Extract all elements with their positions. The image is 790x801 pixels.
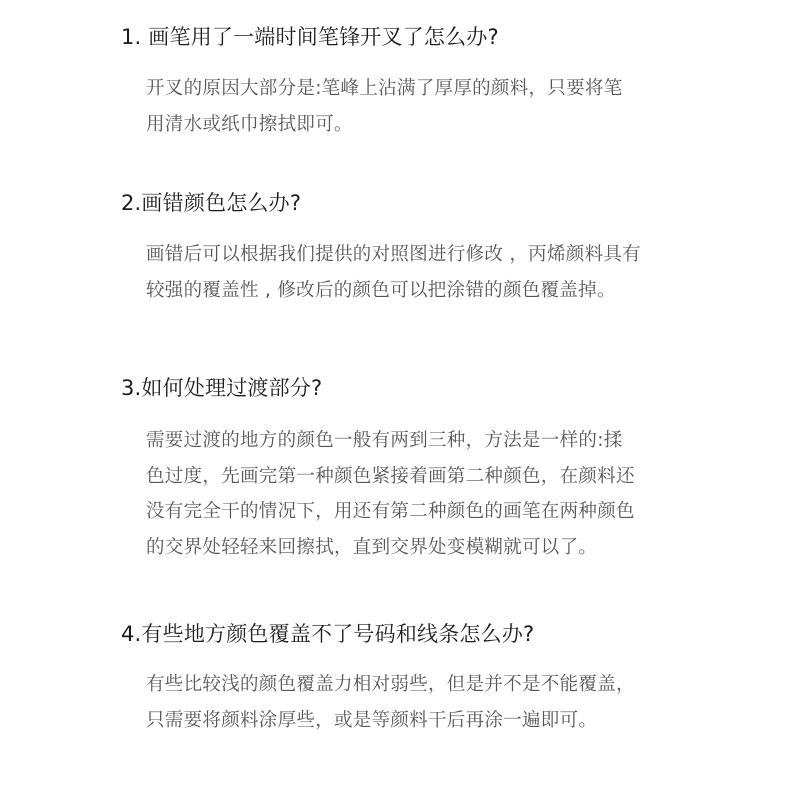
faq-question-4: 4.有些地方颜色覆盖不了号码和线条怎么办?: [121, 622, 535, 646]
faq-answer-3-line-2: 色过度，先画完第一种颜色紧接着画第二种颜色，在颜料还: [146, 465, 635, 487]
faq-answer-2-line-1: 画错后可以根据我们提供的对照图进行修改 ，丙烯颜料具有: [146, 244, 641, 265]
faq-answer-2-line-2: 较强的覆盖性 , 修改后的颜色可以把涂错的颜色覆盖掉。: [146, 279, 616, 301]
faq-answer-3-line-1: 需要过渡的地方的颜色一般有两到三种，方法是一样的:揉: [146, 430, 623, 451]
faq-answer-1-line-1: 开叉的原因大部分是:笔峰上沾满了厚厚的颜料，只要将笔: [146, 78, 623, 99]
faq-answer-4-line-1: 有些比较浅的颜色覆盖力相对弱些，但是并不是不能覆盖，: [146, 674, 635, 695]
faq-answer-3-line-4: 的交界处轻轻来回擦拭，直到交界处变模糊就可以了。: [146, 536, 598, 558]
faq-answer-3-line-3: 没有完全干的情况下，用还有第二种颜色的画笔在两种颜色: [146, 501, 635, 522]
faq-answer-4-line-2: 只需要将颜料涂厚些，或是等颜料干后再涂一遍即可。: [146, 709, 598, 731]
faq-answer-4: [146, 667, 686, 738]
faq-question-1: 1. 画笔用了一端时间笔锋开叉了怎么办?: [121, 25, 499, 49]
faq-answer-2: [146, 237, 686, 308]
faq-answer-1: [146, 71, 686, 142]
faq-question-3: 3.如何处理过渡部分?: [121, 376, 323, 400]
faq-question-2: 2.画错颜色怎么办?: [121, 191, 302, 215]
faq-answer-1-line-2: 用清水或纸巾擦拭即可。: [146, 113, 353, 135]
faq-answer-3: [146, 423, 686, 565]
